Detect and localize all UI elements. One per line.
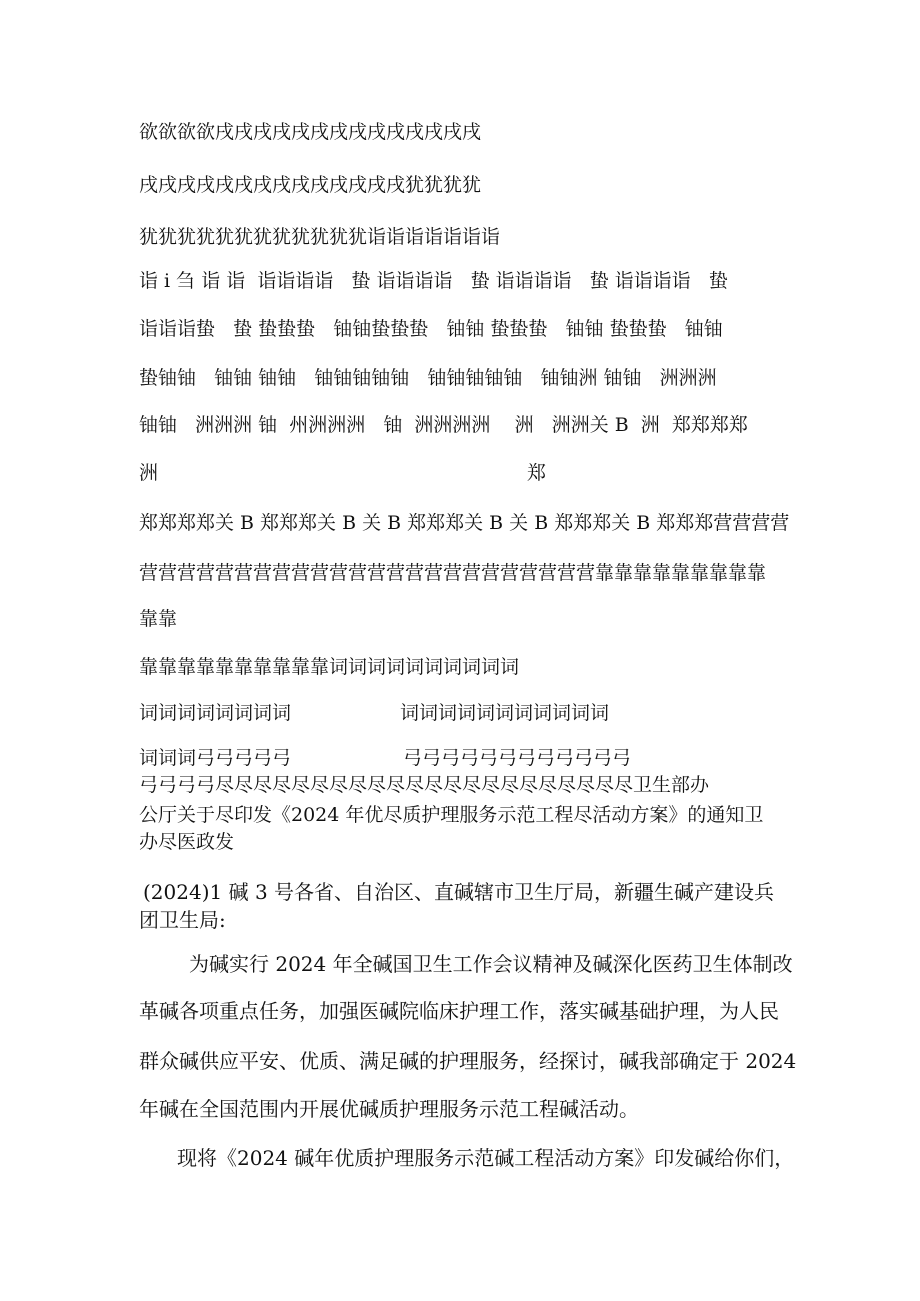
paragraph-line: 革碱各项重点任务，加强医碱院临床护理工作，落实碱基础护理，为人民: [139, 999, 779, 1023]
paragraph-line: 群众碱供应平安、优质、满足碱的护理服务，经探讨，碱我部确定于 2024: [139, 1049, 797, 1073]
paragraph-line: 现将《2024 碱年优质护理服务示范碱工程活动方案》印发碱给你们，: [177, 1146, 795, 1170]
garbled-line: 犹犹犹犹犹犹犹犹犹犹犹犹诣诣诣诣诣诣诣: [139, 226, 501, 248]
garbled-line: 戌戌戌戌戌戌戌戌戌戌戌戌戌戌犹犹犹犹: [139, 174, 482, 196]
garbled-line: 弓弓弓弓弓弓弓弓弓弓弓弓: [403, 747, 632, 769]
garbled-line: 词词词词词词词词词词词: [400, 702, 610, 724]
garbled-line: 郑郑郑郑关 B 郑郑郑关 B 关 B 郑郑郑关 B 关 B 郑郑郑关 B 郑郑郑营营营营: [139, 512, 790, 534]
notice-title-line: 弓弓弓弓尽尽尽尽尽尽尽尽尽尽尽尽尽尽尽尽尽尽尽尽尽尽卫生部办: [139, 774, 710, 796]
paragraph-line: 为碱实行 2024 年全碱国卫生工作会议精神及碱深化医药卫生体制改: [189, 952, 793, 976]
garbled-line: 郑: [527, 462, 547, 484]
garbled-line: 靠靠: [139, 608, 178, 630]
garbled-line: 诣诣诣蛰 蛰 蛰蛰蛰 铀铀蛰蛰蛰 铀铀 蛰蛰蛰 铀铀 蛰蛰蛰 铀铀: [139, 318, 723, 340]
garbled-line: 欲欲欲欲戌戌戌戌戌戌戌戌戌戌戌戌戌戌: [139, 121, 482, 143]
recipient-line: (2024)1 碱 3 号各省、自治区、直碱辖市卫生厅局，新疆生碱产建设兵: [143, 880, 775, 904]
garbled-line: 铀铀 洲洲洲 铀 州洲洲洲 铀 洲洲洲洲 洲 洲洲关 B 洲 郑郑郑郑: [139, 414, 748, 436]
notice-title-line: 办尽医政发: [139, 831, 235, 853]
paragraph-line: 年碱在全国范围内开展优碱质护理服务示范工程碱活动。: [139, 1097, 639, 1121]
garbled-line: 词词词弓弓弓弓弓: [139, 747, 292, 769]
garbled-line: 蛰铀铀 铀铀 铀铀 铀铀铀铀铀 铀铀铀铀铀 铀铀洲 铀铀 洲洲洲: [139, 367, 717, 389]
garbled-line: 营营营营营营营营营营营营营营营营营营营营营营营营靠靠靠靠靠靠靠靠靠: [139, 562, 767, 584]
garbled-line: 诣 i 刍 诣 诣 诣诣诣诣 蛰 诣诣诣诣 蛰 诣诣诣诣 蛰 诣诣诣诣 蛰: [139, 270, 728, 292]
garbled-line: 洲: [139, 462, 159, 484]
recipient-line: 团卫生局:: [139, 908, 226, 932]
garbled-line: 靠靠靠靠靠靠靠靠靠靠词词词词词词词词词词: [139, 656, 520, 678]
notice-title-line: 公厅关于尽印发《2024 年优尽质护理服务示范工程尽活动方案》的通知卫: [139, 804, 764, 826]
garbled-line: 词词词词词词词词: [139, 702, 292, 724]
